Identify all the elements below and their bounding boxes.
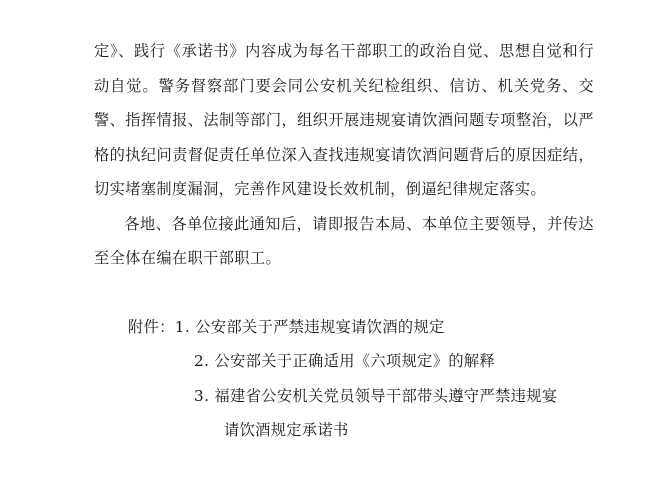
attachments-block bbox=[94, 310, 594, 448]
attachment-item-3-continuation: 请饮酒规定承诺书 bbox=[224, 421, 349, 439]
paragraph-2: 各地、各单位接此通知后，请即报告本局、本单位主要领导，并传达至全体在编在职干部职工。 bbox=[94, 214, 594, 267]
paragraph-1: 定》、践行《承诺书》内容成为每名干部职工的政治自觉、思想自觉和行动自觉。警务督察部门要会同公安机关纪检组织、信访、机关党务、交警、指挥情报、法制等部门，组织开展违规宴请饮酒问题专项整治，以严格的执纪问责督促责任单位深入查找违规宴请饮酒问题背后的原因症结，切实堵塞制度漏洞，完善作风建设长效机制，倒逼纪律规定落实。 bbox=[94, 42, 594, 198]
attachment-item-3: 3. 福建省公安机关党员领导干部带头遵守严禁违规宴 bbox=[194, 386, 558, 405]
attachment-item-2: 2. 公安部关于正确适用《六项规定》的解释 bbox=[194, 352, 496, 370]
attachment-item-1: 附件：1. 公安部关于严禁违规宴请饮酒的规定 bbox=[128, 317, 445, 336]
